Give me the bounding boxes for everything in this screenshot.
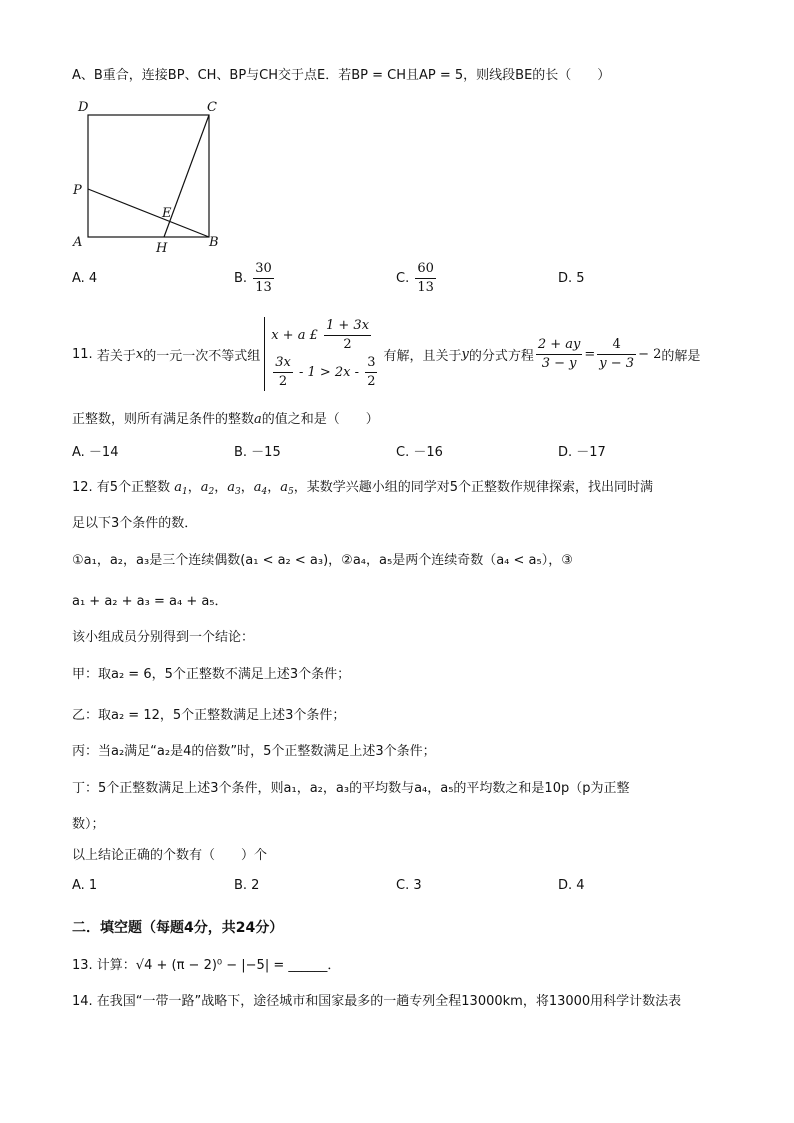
- inequality-system: x + a £ $\frac{1 + 3x}{2}$ $\frac{3x}{2}$ - 1 > 2x - $\frac{3}{2}$: [264, 317, 379, 391]
- q11-option-d: D. －17: [558, 445, 606, 460]
- q13: 13. 计算：√4 + (π − 2)⁰ − |−5| = ______．: [72, 958, 341, 973]
- q10-stem-continuation: A、B重合，连接BP、CH、BP与CH交于点E．若BP = CH且AP = 5，则线段BE的长（ ）: [72, 68, 611, 83]
- segment-pb: [88, 189, 209, 237]
- q12-conclusion-ding-line2: 数）；: [72, 817, 105, 832]
- q10-option-b: B. $\frac{30}{13}$: [234, 261, 272, 295]
- q11-line1: 11. 若关于 x 的一元一次不等式组 x + a £ $\frac{1 + 3x}{2}$ $\frac{3x}{2}$ - 1 > 2x - $\frac{3}{2}$ 有解，且关于 y 的分式方程 $\frac{2 + ay}{3 - y}$ = $\frac{4}{y - 3}$ − 2 的解是: [72, 318, 701, 389]
- q11-option-a: A. －14: [72, 445, 119, 460]
- q12-question: 以上结论正确的个数有（ ）个: [72, 848, 268, 863]
- q12-conclusion-jia: 甲：取a₂ = 6，5个正整数不满足上述3个条件；: [72, 667, 351, 682]
- label-h: H: [156, 241, 168, 256]
- q10-geometry-figure: [70, 95, 230, 257]
- label-b: B: [209, 235, 219, 250]
- q12-conditions-line2: a₁ + a₂ + a₃ = a₄ + a₅．: [72, 594, 228, 609]
- q12-line2: 足以下3个条件的数．: [72, 516, 198, 531]
- label-c: C: [207, 100, 217, 115]
- q12-option-d: D. 4: [558, 878, 585, 893]
- q12-option-b: B. 2: [234, 878, 260, 893]
- q12-conclusion-ding-line1: 丁：5个正整数满足上述3个条件，则a₁，a₂，a₃的平均数与a₄，a₅的平均数之和是10p（p为正整: [72, 781, 630, 796]
- q12-conclusion-yi: 乙：取a₂ = 12，5个正整数满足上述3个条件；: [72, 708, 346, 723]
- section-2-title: 二．填空题（每题4分，共24分）: [72, 920, 284, 936]
- q10-option-c: C. $\frac{60}{13}$: [396, 261, 434, 295]
- q10-option-d: D. 5: [558, 271, 585, 286]
- q12-option-a: A. 1: [72, 878, 98, 893]
- q11-option-c: C. －16: [396, 445, 443, 460]
- q12-line1: 12. 有5个正整数 $a_1$，$a_2$，$a_3$，$a_4$，$a_5$，某数学兴趣小组的同学对5个正整数作规律探索，找出同时满: [72, 480, 654, 497]
- q10-option-a: A. 4: [72, 271, 98, 286]
- q11-line2: 正整数，则所有满足条件的整数a的值之和是（ ）: [72, 412, 379, 427]
- label-d: D: [78, 100, 89, 115]
- q12-conclusion-bing: 丙：当a₂满足“a₂是4的倍数”时，5个正整数满足上述3个条件；: [72, 744, 436, 759]
- square-abcd: [88, 115, 209, 237]
- q12-conditions-line1: ①a₁，a₂，a₃是三个连续偶数(a₁ < a₂ < a₃)，②a₄，a₅是两个连续奇数（a₄ < a₅），③: [72, 553, 573, 568]
- q12-option-c: C. 3: [396, 878, 422, 893]
- q14: 14. 在我国“一带一路”战略下，途径城市和国家最多的一趟专列全程13000km，将13000用科学计数法表: [72, 994, 682, 1009]
- label-a: A: [73, 235, 83, 250]
- q12-intro: 该小组成员分别得到一个结论：: [72, 630, 255, 645]
- q11-option-b: B. －15: [234, 445, 281, 460]
- label-p: P: [73, 183, 82, 198]
- label-e: E: [162, 206, 172, 221]
